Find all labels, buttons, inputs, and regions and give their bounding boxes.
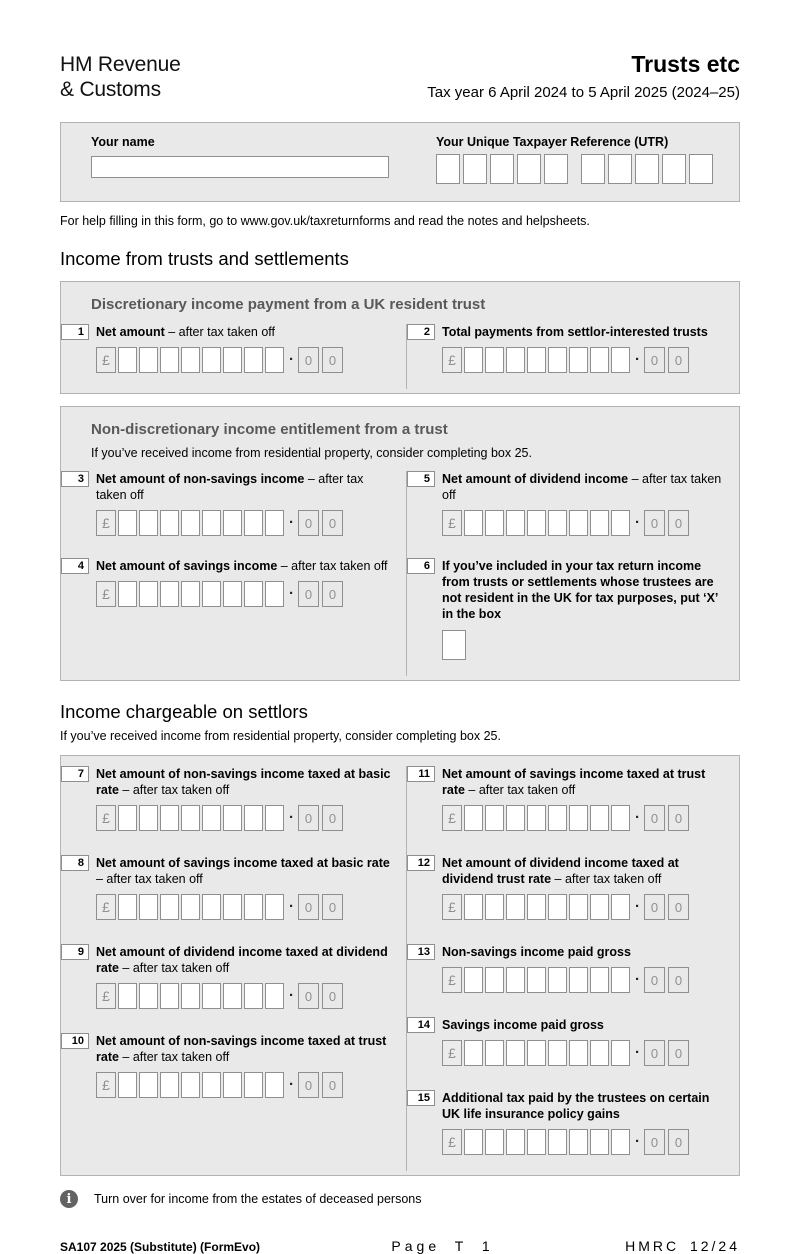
digit-box[interactable] [548, 1040, 567, 1066]
digit-box[interactable] [118, 581, 137, 607]
box-9-amount-field [96, 983, 396, 1009]
box-12-label: Net amount of dividend income taxed at dividend trust rate – after tax taken off [442, 856, 679, 886]
digit-box[interactable] [527, 805, 546, 831]
digit-box[interactable] [223, 1072, 242, 1098]
box-8-label: Net amount of savings income taxed at basic rate – after tax taken off [96, 856, 390, 886]
digit-box[interactable] [485, 894, 504, 920]
settlors-section-note: If you’ve received income from residential property, consider completing box 25. [60, 729, 501, 743]
digit-box[interactable] [181, 510, 200, 536]
digit-box[interactable] [590, 347, 609, 373]
pound-sign: £ [96, 581, 116, 607]
digit-box[interactable] [611, 1040, 630, 1066]
digit-box[interactable] [527, 967, 546, 993]
digit-box[interactable] [160, 510, 179, 536]
pound-sign: £ [96, 347, 116, 373]
digit-box[interactable] [506, 967, 525, 993]
digit-box[interactable] [527, 347, 546, 373]
pound-sign: £ [442, 967, 462, 993]
pence-zero-box: 0 [298, 894, 319, 920]
form-box-15 [407, 1090, 739, 1155]
pence-zero-box: 0 [668, 894, 689, 920]
digit-box[interactable] [181, 347, 200, 373]
pence-zero-box: 0 [644, 805, 665, 831]
box-4-label: Net amount of savings income – after tax taken off [96, 559, 388, 573]
pound-sign: £ [442, 805, 462, 831]
box-number-8: 8 [61, 855, 89, 871]
box-number-14: 14 [407, 1017, 435, 1033]
digit-box[interactable] [569, 1040, 588, 1066]
digit-box[interactable] [202, 805, 221, 831]
digit-box[interactable] [160, 983, 179, 1009]
pence-zero-box: 0 [322, 983, 343, 1009]
non-discretionary-panel [60, 406, 740, 681]
box-number-12: 12 [407, 855, 435, 871]
box-number-10: 10 [61, 1033, 89, 1049]
form-box-13 [407, 944, 739, 993]
box-12-amount-field [442, 894, 729, 920]
digit-box[interactable] [590, 967, 609, 993]
box-number-9: 9 [61, 944, 89, 960]
pence-zero-box: 0 [668, 347, 689, 373]
your-name-label: Your name [91, 135, 155, 149]
box-number-4: 4 [61, 558, 89, 574]
form-box-1 [61, 324, 406, 373]
digit-box[interactable] [265, 1072, 284, 1098]
digit-box[interactable] [527, 1129, 546, 1155]
digit-box[interactable] [569, 805, 588, 831]
your-name-section [91, 135, 406, 201]
pence-zero-box: 0 [322, 347, 343, 373]
decimal-point: · [635, 351, 640, 368]
digit-box[interactable] [527, 1040, 546, 1066]
pound-sign: £ [442, 347, 462, 373]
decimal-point: · [635, 971, 640, 988]
digit-box[interactable] [548, 967, 567, 993]
pence-zero-box: 0 [298, 805, 319, 831]
digit-box[interactable] [244, 347, 263, 373]
form-reference: SA107 2025 (Substitute) (FormEvo) [60, 1240, 261, 1254]
digit-box[interactable] [485, 1129, 504, 1155]
form-box-7 [61, 766, 406, 831]
digit-box[interactable] [527, 510, 546, 536]
decimal-point: · [635, 898, 640, 915]
digit-box[interactable] [265, 347, 284, 373]
digit-box[interactable] [223, 894, 242, 920]
box-15-label: Additional tax paid by the trustees on certain UK life insurance policy gains [442, 1091, 710, 1121]
info-icon [60, 1190, 78, 1208]
digit-box[interactable] [548, 510, 567, 536]
form-box-6 [407, 558, 739, 660]
digit-box[interactable] [223, 510, 242, 536]
digit-box[interactable] [223, 347, 242, 373]
box-number-5: 5 [407, 471, 435, 487]
panel-row [61, 756, 739, 1175]
decimal-point: · [289, 987, 294, 1004]
digit-box[interactable] [244, 581, 263, 607]
digit-box[interactable] [590, 510, 609, 536]
form-box-4 [61, 558, 406, 607]
box-7-amount-field [96, 805, 396, 831]
digit-box[interactable] [223, 581, 242, 607]
utr-digit-box[interactable] [581, 154, 605, 184]
pound-sign: £ [96, 983, 116, 1009]
turnover-note-row [60, 1190, 740, 1208]
digit-box[interactable] [506, 1040, 525, 1066]
box-number-3: 3 [61, 471, 89, 487]
panel-right-column [406, 324, 739, 389]
digit-box[interactable] [548, 347, 567, 373]
form-box-14 [407, 1017, 739, 1066]
digit-box[interactable] [244, 510, 263, 536]
pence-zero-box: 0 [668, 967, 689, 993]
box-14-amount-field [442, 1040, 729, 1066]
box-7-label: Net amount of non-savings income taxed at basic rate – after tax taken off [96, 767, 391, 797]
digit-box[interactable] [506, 347, 525, 373]
panel-right-column [406, 766, 739, 1171]
digit-box[interactable] [611, 967, 630, 993]
section-title-settlors: Income chargeable on settlors [60, 701, 308, 722]
panel-left-column [61, 324, 406, 389]
box-10-amount-field [96, 1072, 396, 1098]
box-number-2: 2 [407, 324, 435, 340]
decimal-point: · [289, 1076, 294, 1093]
help-text: For help filling in this form, go to www.gov.uk/taxreturnforms and read the notes and helpsheets. [60, 214, 590, 228]
digit-box[interactable] [485, 347, 504, 373]
digit-box[interactable] [244, 1072, 263, 1098]
digit-box[interactable] [139, 1072, 158, 1098]
pound-sign: £ [96, 805, 116, 831]
digit-box[interactable] [118, 983, 137, 1009]
box-10-label: Net amount of non-savings income taxed at trust rate – after tax taken off [96, 1034, 387, 1064]
box-14-label: Savings income paid gross [442, 1018, 604, 1032]
digit-box[interactable] [139, 581, 158, 607]
pence-zero-box: 0 [644, 1129, 665, 1155]
digit-box[interactable] [548, 805, 567, 831]
pence-zero-box: 0 [644, 967, 665, 993]
digit-box[interactable] [548, 894, 567, 920]
digit-box[interactable] [611, 510, 630, 536]
pence-zero-box: 0 [298, 347, 319, 373]
decimal-point: · [289, 898, 294, 915]
pence-zero-box: 0 [322, 581, 343, 607]
pence-zero-box: 0 [668, 1129, 689, 1155]
utr-digit-box[interactable] [517, 154, 541, 184]
digit-box[interactable] [464, 967, 483, 993]
box-1-amount-field [96, 347, 396, 373]
box-number-1: 1 [61, 324, 89, 340]
utr-digit-box[interactable] [689, 154, 713, 184]
section-title-trusts: Income from trusts and settlements [60, 248, 349, 269]
pence-zero-box: 0 [644, 347, 665, 373]
digit-box[interactable] [139, 510, 158, 536]
digit-box[interactable] [265, 894, 284, 920]
digit-box[interactable] [202, 581, 221, 607]
digit-box[interactable] [611, 347, 630, 373]
pound-sign: £ [96, 1072, 116, 1098]
box-2-label: Total payments from settlor-interested trusts [442, 325, 708, 339]
digit-box[interactable] [506, 1129, 525, 1155]
digit-box[interactable] [464, 347, 483, 373]
panel-row [61, 471, 739, 680]
utr-digit-box[interactable] [544, 154, 568, 184]
digit-box[interactable] [118, 347, 137, 373]
digit-box[interactable] [244, 983, 263, 1009]
box-5-label: Net amount of dividend income – after tax taken off [442, 472, 722, 502]
digit-box[interactable] [569, 967, 588, 993]
form-header [60, 52, 740, 102]
decimal-point: · [289, 809, 294, 826]
identity-panel [60, 122, 740, 202]
digit-box[interactable] [569, 347, 588, 373]
digit-box[interactable] [590, 894, 609, 920]
form-box-8 [61, 855, 406, 920]
digit-box[interactable] [118, 1072, 137, 1098]
pence-zero-box: 0 [322, 510, 343, 536]
form-box-12 [407, 855, 739, 920]
digit-box[interactable] [464, 1040, 483, 1066]
utr-digit-box[interactable] [463, 154, 487, 184]
logo-line1: HM Revenue [60, 53, 181, 76]
digit-box[interactable] [611, 805, 630, 831]
digit-box[interactable] [181, 894, 200, 920]
decimal-point: · [289, 585, 294, 602]
utr-digit-box[interactable] [635, 154, 659, 184]
digit-box[interactable] [485, 510, 504, 536]
digit-box[interactable] [464, 1129, 483, 1155]
digit-box[interactable] [506, 894, 525, 920]
box-8-amount-field [96, 894, 396, 920]
digit-box[interactable] [590, 1129, 609, 1155]
box-9-label: Net amount of dividend income taxed at dividend rate – after tax taken off [96, 945, 388, 975]
box-6-label: If you’ve included in your tax return income from trusts or settlements whose trustees are not resident in the UK for tax purposes, put ‘X’ in the box [442, 559, 718, 621]
pound-sign: £ [96, 510, 116, 536]
utr-digit-box[interactable] [490, 154, 514, 184]
digit-box[interactable] [181, 805, 200, 831]
pound-sign: £ [442, 1040, 462, 1066]
box-13-label: Non-savings income paid gross [442, 945, 631, 959]
pence-zero-box: 0 [668, 805, 689, 831]
digit-box[interactable] [485, 805, 504, 831]
pence-zero-box: 0 [298, 581, 319, 607]
box-2-amount-field [442, 347, 729, 373]
digit-box[interactable] [118, 805, 137, 831]
utr-digit-box[interactable] [608, 154, 632, 184]
digit-box[interactable] [485, 967, 504, 993]
pence-zero-box: 0 [668, 1040, 689, 1066]
non-discretionary-panel-note: If you’ve received income from residential property, consider completing box 25. [91, 446, 532, 460]
digit-box[interactable] [118, 894, 137, 920]
pence-zero-box: 0 [644, 510, 665, 536]
form-box-3 [61, 471, 406, 536]
decimal-point: · [289, 351, 294, 368]
form-title: Trusts etc [631, 51, 740, 77]
pence-zero-box: 0 [644, 1040, 665, 1066]
digit-box[interactable] [265, 983, 284, 1009]
digit-box[interactable] [569, 510, 588, 536]
decimal-point: · [635, 1133, 640, 1150]
box-5-amount-field [442, 510, 729, 536]
panel-row [61, 324, 739, 393]
box-11-label: Net amount of savings income taxed at trust rate – after tax taken off [442, 767, 706, 797]
digit-box[interactable] [139, 983, 158, 1009]
pound-sign: £ [442, 1129, 462, 1155]
digit-box[interactable] [118, 510, 137, 536]
digit-box[interactable] [506, 805, 525, 831]
digit-box[interactable] [548, 1129, 567, 1155]
decimal-point: · [635, 1044, 640, 1061]
digit-box[interactable] [202, 894, 221, 920]
digit-box[interactable] [181, 581, 200, 607]
panel-left-column [61, 766, 406, 1171]
panel-left-column [61, 471, 406, 676]
box-6-x-checkbox[interactable] [442, 630, 466, 660]
digit-box[interactable] [265, 510, 284, 536]
settlors-panel [60, 755, 740, 1176]
discretionary-panel [60, 281, 740, 394]
box-3-label: Net amount of non-savings income – after tax taken off [96, 472, 364, 502]
pence-zero-box: 0 [322, 1072, 343, 1098]
box-3-amount-field [96, 510, 396, 536]
tax-year-subtitle: Tax year 6 April 2024 to 5 April 2025 (2024–25) [427, 84, 740, 101]
page-number: Page T 1 [391, 1238, 494, 1254]
utr-digit-box[interactable] [436, 154, 460, 184]
digit-box[interactable] [181, 1072, 200, 1098]
discretionary-panel-title: Discretionary income payment from a UK resident trust [91, 296, 486, 313]
box-1-label: Net amount – after tax taken off [96, 325, 276, 339]
digit-box[interactable] [139, 805, 158, 831]
decimal-point: · [635, 514, 640, 531]
digit-box[interactable] [139, 347, 158, 373]
digit-box[interactable] [464, 805, 483, 831]
digit-box[interactable] [244, 805, 263, 831]
pound-sign: £ [96, 894, 116, 920]
hmrc-reference: HMRC 12/24 [625, 1238, 740, 1254]
form-box-5 [407, 471, 739, 536]
digit-box[interactable] [464, 510, 483, 536]
box-number-6: 6 [407, 558, 435, 574]
digit-box[interactable] [527, 894, 546, 920]
digit-box[interactable] [590, 1040, 609, 1066]
digit-box[interactable] [485, 1040, 504, 1066]
digit-box[interactable] [244, 894, 263, 920]
info-icon-glyph: i [66, 1191, 72, 1207]
panel-right-column [406, 471, 739, 676]
decimal-point: · [635, 809, 640, 826]
decimal-point: · [289, 514, 294, 531]
pence-zero-box: 0 [298, 1072, 319, 1098]
digit-box[interactable] [569, 1129, 588, 1155]
pence-zero-box: 0 [298, 983, 319, 1009]
utr-label: Your Unique Taxpayer Reference (UTR) [436, 135, 669, 149]
digit-box[interactable] [506, 510, 525, 536]
form-box-10 [61, 1033, 406, 1098]
digit-box[interactable] [139, 894, 158, 920]
box-13-amount-field [442, 967, 729, 993]
digit-box[interactable] [611, 894, 630, 920]
your-name-input[interactable] [91, 156, 389, 178]
digit-box[interactable] [265, 581, 284, 607]
title-block [427, 52, 740, 101]
digit-box[interactable] [569, 894, 588, 920]
digit-box[interactable] [223, 805, 242, 831]
box-number-11: 11 [407, 766, 435, 782]
box-11-amount-field [442, 805, 729, 831]
pound-sign: £ [442, 510, 462, 536]
digit-box[interactable] [265, 805, 284, 831]
digit-box[interactable] [223, 983, 242, 1009]
utr-section [406, 135, 739, 201]
box-number-7: 7 [61, 766, 89, 782]
digit-box[interactable] [181, 983, 200, 1009]
digit-box[interactable] [202, 510, 221, 536]
pence-zero-box: 0 [668, 510, 689, 536]
pence-zero-box: 0 [322, 894, 343, 920]
digit-box[interactable] [160, 347, 179, 373]
digit-box[interactable] [611, 1129, 630, 1155]
pence-zero-box: 0 [644, 894, 665, 920]
digit-box[interactable] [590, 805, 609, 831]
pence-zero-box: 0 [298, 510, 319, 536]
pence-zero-box: 0 [322, 805, 343, 831]
digit-box[interactable] [160, 1072, 179, 1098]
form-box-11 [407, 766, 739, 831]
page-footer [60, 1238, 740, 1254]
digit-box[interactable] [160, 805, 179, 831]
non-discretionary-panel-title: Non-discretionary income entitlement from a trust [91, 421, 448, 438]
turnover-note-text: Turn over for income from the estates of deceased persons [94, 1192, 422, 1206]
box-number-15: 15 [407, 1090, 435, 1106]
form-box-2 [407, 324, 739, 373]
digit-box[interactable] [202, 983, 221, 1009]
pound-sign: £ [442, 894, 462, 920]
digit-box[interactable] [160, 894, 179, 920]
utr-digit-box[interactable] [662, 154, 686, 184]
digit-box[interactable] [202, 347, 221, 373]
digit-box[interactable] [464, 894, 483, 920]
form-box-9 [61, 944, 406, 1009]
digit-box[interactable] [160, 581, 179, 607]
hmrc-logo [60, 52, 181, 102]
utr-input-group [436, 154, 739, 184]
box-4-amount-field [96, 581, 396, 607]
logo-line2: & Customs [60, 78, 161, 101]
digit-box[interactable] [202, 1072, 221, 1098]
box-15-amount-field [442, 1129, 729, 1155]
box-number-13: 13 [407, 944, 435, 960]
